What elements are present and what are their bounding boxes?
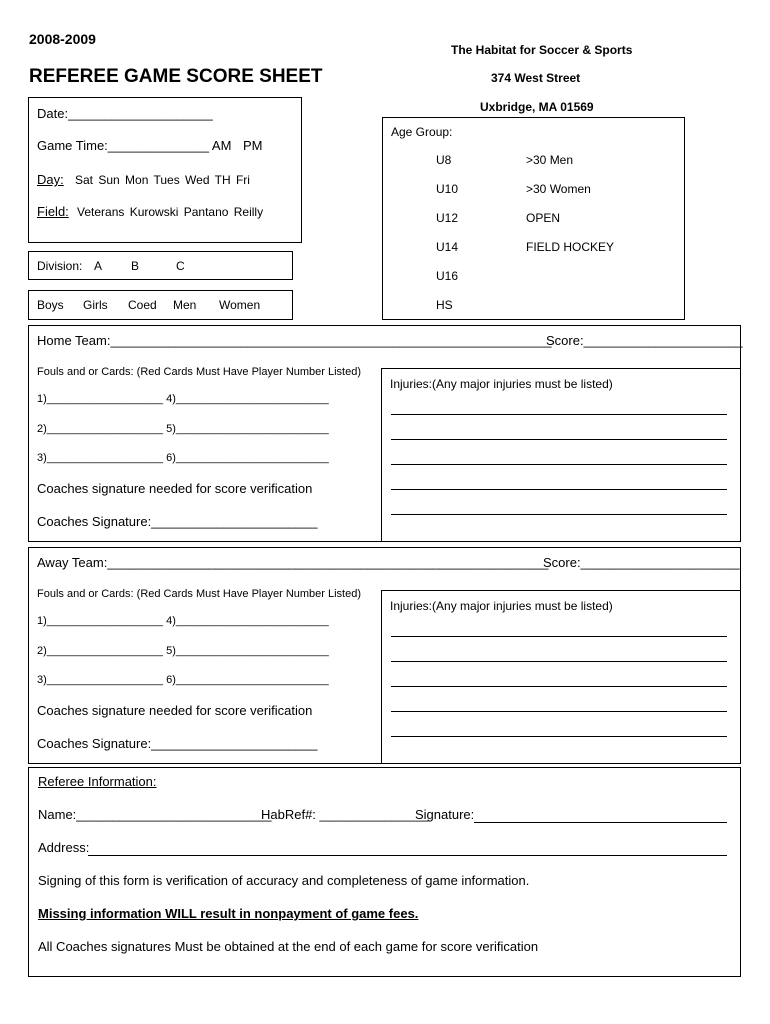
- away-injury-line-4[interactable]: [391, 711, 727, 712]
- home-foul-row-3[interactable]: 3)___________________ 6)_________________________: [37, 452, 329, 464]
- age-option-u14[interactable]: U14: [436, 240, 459, 254]
- home-coaches-signature[interactable]: Coaches Signature:_______________________: [37, 514, 318, 529]
- home-foul-row-2[interactable]: 2)___________________ 5)_________________________: [37, 423, 329, 435]
- away-injury-line-2[interactable]: [391, 661, 727, 662]
- away-score-field[interactable]: Score:______________________: [543, 555, 740, 570]
- gender-option-boys[interactable]: Boys: [37, 298, 64, 312]
- gender-box: [28, 290, 293, 320]
- org-city: Uxbridge, MA 01569: [480, 100, 594, 114]
- home-score-field[interactable]: Score:______________________: [546, 333, 743, 348]
- game-info-box: [28, 97, 302, 243]
- away-team-field[interactable]: [37, 555, 548, 570]
- away-foul-row-1[interactable]: 1)___________________ 4)_________________________: [37, 615, 329, 627]
- home-injury-line-3[interactable]: [391, 464, 727, 465]
- age-group-label: Age Group:: [391, 125, 453, 139]
- pm-option[interactable]: PM: [243, 138, 263, 153]
- age-option-u10[interactable]: U10: [436, 182, 459, 196]
- away-fouls-label: Fouls and or Cards: (Red Cards Must Have Player Number Listed): [37, 588, 362, 600]
- age-option-u16[interactable]: U16: [436, 269, 459, 283]
- day-label: Day:: [37, 172, 64, 187]
- age-option-30-men[interactable]: >30 Men: [526, 153, 574, 167]
- division-label: Division:: [37, 259, 83, 273]
- page-title: REFEREE GAME SCORE SHEET: [29, 66, 323, 87]
- age-option-u12[interactable]: U12: [436, 211, 459, 225]
- home-team-label: Home Team:_____________________________________________________________: [37, 333, 552, 348]
- away-coaches-signature[interactable]: Coaches Signature:_______________________: [37, 736, 318, 751]
- away-injury-line-5[interactable]: [391, 736, 727, 737]
- division-option-b[interactable]: B: [131, 259, 140, 273]
- away-injuries-label: Injuries:(Any major injuries must be listed): [390, 599, 613, 613]
- referee-habref-field[interactable]: HabRef#: _______________: [261, 807, 428, 822]
- home-team-field[interactable]: [37, 333, 551, 348]
- home-injuries-box: [381, 368, 741, 542]
- gender-option-women[interactable]: Women: [219, 298, 261, 312]
- field-options[interactable]: Veterans Kurowski Pantano Reilly: [77, 205, 264, 219]
- gender-option-girls[interactable]: Girls: [83, 298, 108, 312]
- away-team-label: Away Team:_____________________________________________________________: [37, 555, 549, 570]
- verification-note: Signing of this form is verification of accuracy and completeness of game information.: [38, 873, 530, 888]
- game-time-field[interactable]: Game Time:______________ AM: [37, 138, 232, 153]
- home-fouls-label: Fouls and or Cards: (Red Cards Must Have Player Number Listed): [37, 366, 362, 378]
- gender-option-men[interactable]: Men: [173, 298, 197, 312]
- nonpayment-warning: Missing information WILL result in nonpayment of game fees.: [38, 906, 419, 921]
- age-option-30-women[interactable]: >30 Women: [526, 182, 591, 196]
- home-coaches-note: Coaches signature needed for score verification: [37, 481, 313, 496]
- age-option-field-hockey[interactable]: FIELD HOCKEY: [526, 240, 615, 254]
- division-box: [28, 251, 293, 280]
- day-options[interactable]: Sat Sun Mon Tues Wed TH Fri: [75, 173, 250, 187]
- away-injuries-box: [381, 590, 741, 764]
- referee-signature-line[interactable]: [474, 822, 727, 823]
- referee-address-line[interactable]: [88, 855, 727, 856]
- age-option-u8[interactable]: U8: [436, 153, 452, 167]
- division-option-c[interactable]: C: [176, 259, 185, 273]
- age-group-box: [382, 117, 685, 320]
- age-option-hs[interactable]: HS: [436, 298, 453, 312]
- home-injury-line-4[interactable]: [391, 489, 727, 490]
- home-foul-row-1[interactable]: 1)___________________ 4)_________________________: [37, 393, 329, 405]
- referee-heading: Referee Information:: [38, 774, 157, 789]
- away-foul-row-3[interactable]: 3)___________________ 6)_________________________: [37, 674, 329, 686]
- referee-name-field[interactable]: Name:___________________________: [38, 807, 272, 822]
- away-injury-line-1[interactable]: [391, 636, 727, 637]
- referee-address-label: Address:: [38, 840, 90, 855]
- referee-signature-label: Signature:: [415, 807, 475, 822]
- season-label: 2008-2009: [29, 31, 96, 47]
- gender-option-coed[interactable]: Coed: [128, 298, 157, 312]
- org-name: The Habitat for Soccer & Sports: [451, 43, 633, 57]
- home-injury-line-5[interactable]: [391, 514, 727, 515]
- age-option-open[interactable]: OPEN: [526, 211, 561, 225]
- coaches-signature-note: All Coaches signatures Must be obtained at the end of each game for score verification: [38, 939, 539, 954]
- field-label: Field:: [37, 204, 69, 219]
- referee-section: [28, 767, 741, 977]
- away-foul-row-2[interactable]: 2)___________________ 5)_________________________: [37, 645, 329, 657]
- org-street: 374 West Street: [491, 71, 581, 85]
- away-injury-line-3[interactable]: [391, 686, 727, 687]
- away-coaches-note: Coaches signature needed for score verification: [37, 703, 313, 718]
- home-injury-line-2[interactable]: [391, 439, 727, 440]
- division-option-a[interactable]: A: [94, 259, 103, 273]
- home-injury-line-1[interactable]: [391, 414, 727, 415]
- date-field[interactable]: Date:____________________: [37, 106, 213, 121]
- home-injuries-label: Injuries:(Any major injuries must be listed): [390, 377, 613, 391]
